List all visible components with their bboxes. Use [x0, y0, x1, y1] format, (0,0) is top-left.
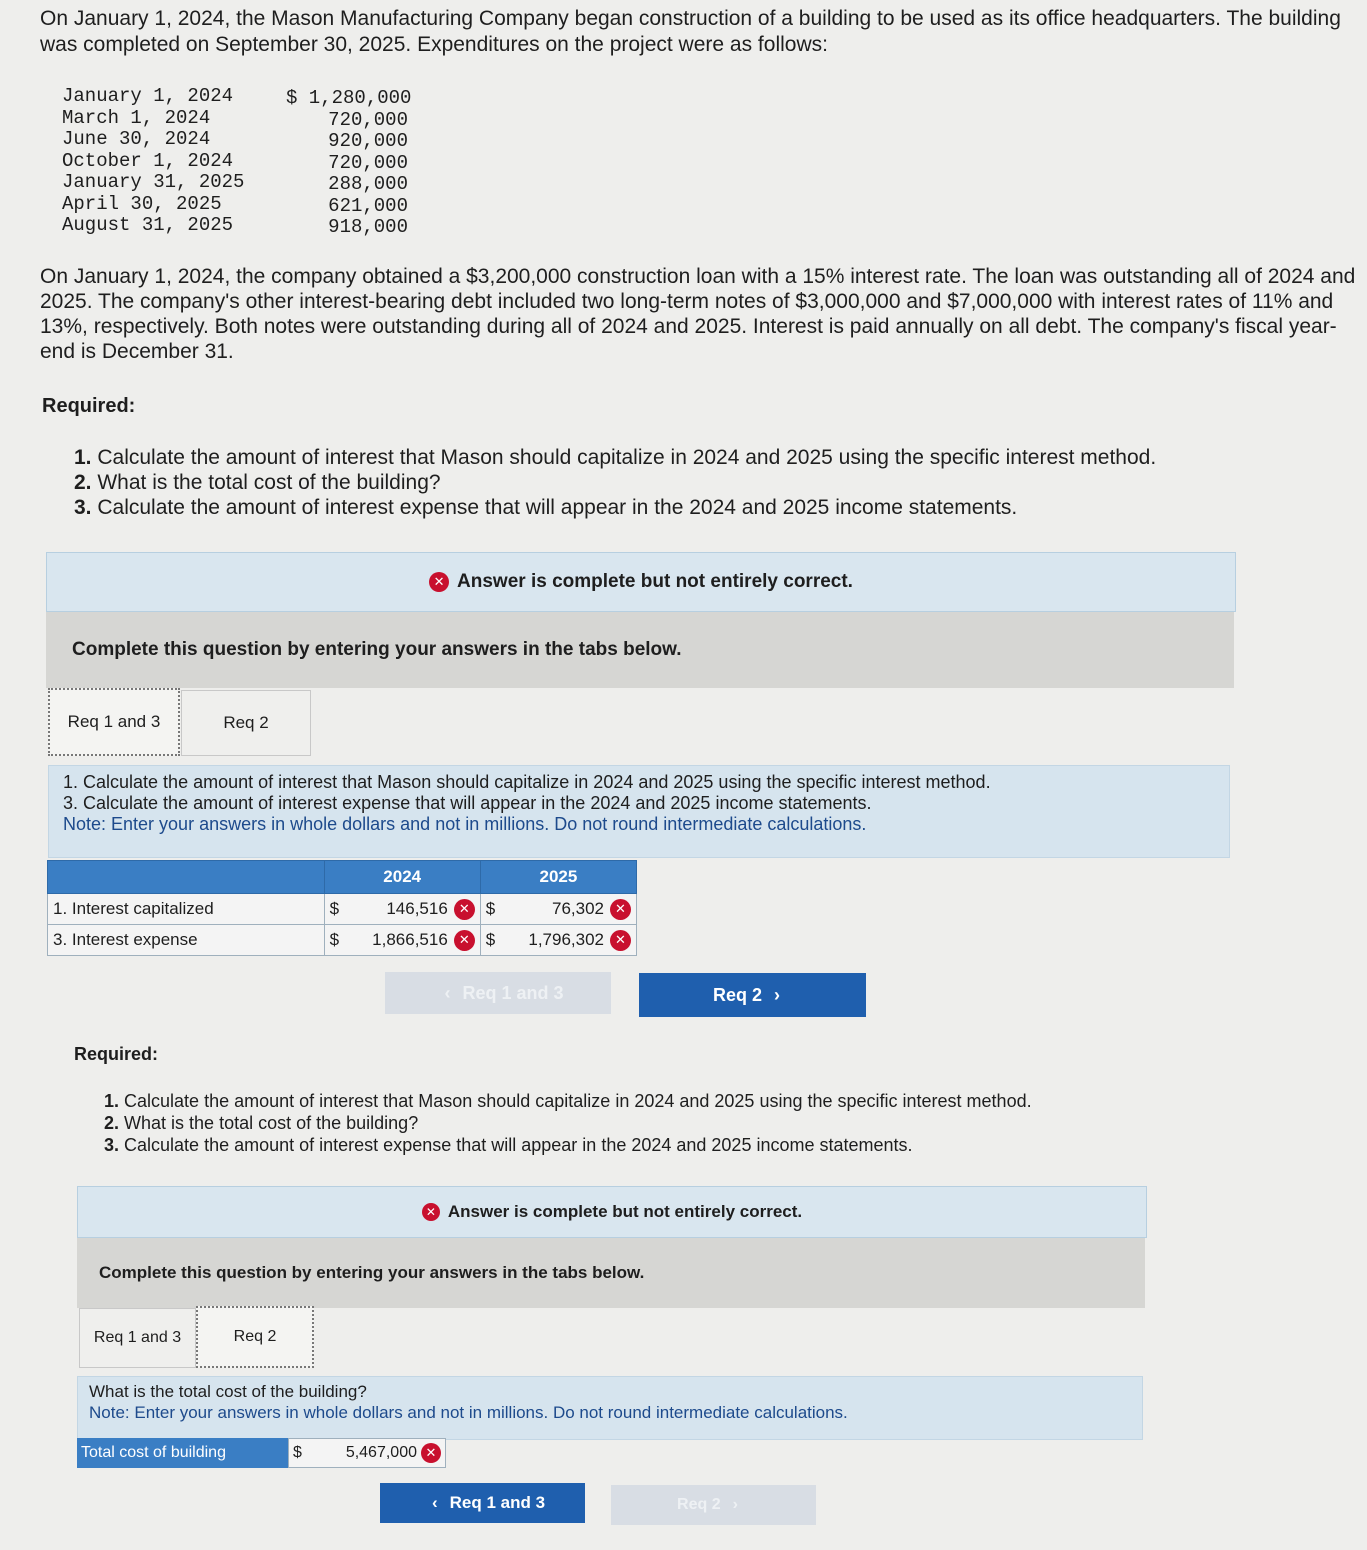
- currency-symbol: $: [485, 899, 496, 918]
- prev-req13-button[interactable]: ‹ Req 1 and 3: [380, 1483, 585, 1523]
- requirements-list: [74, 445, 1156, 520]
- instruction-line: 1. Calculate the amount of interest that Mason should capitalize in 2024 and 2025 using the specific interest method.: [63, 772, 991, 792]
- header-2024: 2024: [324, 861, 480, 894]
- instruction-line: 3. Calculate the amount of interest expense that will appear in the 2024 and 2025 income statements.: [63, 793, 872, 813]
- total-cost-label: Total cost of building: [77, 1438, 288, 1468]
- expenditure-amount: 720,000: [328, 108, 408, 131]
- instruction-note: Note: Enter your answers in whole dollars and not in millions. Do not round intermediate calculations.: [89, 1403, 848, 1422]
- answer-status-banner: [46, 552, 1236, 612]
- next-req2-button[interactable]: Req 2 ›: [611, 1485, 816, 1525]
- expenditure-amount: 621,000: [328, 194, 408, 217]
- currency-symbol: $: [485, 930, 496, 949]
- table-row: [48, 894, 637, 925]
- next-req2-button[interactable]: Req 2 ›: [639, 973, 866, 1017]
- expenditure-amount: 920,000: [328, 130, 408, 152]
- requirement-item: 3. Calculate the amount of interest expense that will appear in the 2024 and 2025 income statements.: [104, 1135, 913, 1155]
- total-cost-input[interactable]: [288, 1438, 446, 1468]
- error-x-icon: ✕: [454, 899, 475, 920]
- banner-text: Answer is complete but not entirely correct.: [447, 1202, 803, 1221]
- row-label: 1. Interest capitalized: [48, 894, 325, 925]
- expenditure-amounts: [286, 87, 412, 239]
- answer-value[interactable]: 76,302: [552, 899, 604, 918]
- header-blank: [48, 861, 325, 894]
- table-row: [48, 925, 637, 956]
- currency-symbol: $: [329, 899, 340, 918]
- expenditure-amount: 918,000: [328, 216, 408, 238]
- requirement-item: 1. Calculate the amount of interest that Mason should capitalize in 2024 and 2025 using the specific interest method.: [104, 1091, 1032, 1111]
- tab-req-1-and-3[interactable]: Req 1 and 3: [79, 1308, 196, 1368]
- input-cell-2024[interactable]: [324, 894, 480, 925]
- requirement-item: 2. What is the total cost of the building?: [104, 1113, 419, 1133]
- row-label: 3. Interest expense: [48, 925, 325, 956]
- tab-req-2[interactable]: Req 2: [196, 1306, 314, 1368]
- error-x-icon: ✕: [610, 899, 631, 920]
- expenditure-amount: 288,000: [328, 173, 408, 195]
- answer-table: [47, 860, 637, 956]
- banner-text: Answer is complete but not entirely correct.: [457, 571, 853, 592]
- error-x-icon: ✕: [454, 930, 475, 951]
- problem-intro: On January 1, 2024, the Mason Manufacturing Company began construction of a building to be used as its office headquarters. The building was completed on September 30, 2025. Expenditures on the project were as follows:: [40, 7, 1341, 56]
- currency-symbol: $: [293, 1444, 302, 1461]
- expenditure-date: January 31, 2025: [62, 171, 245, 193]
- instruction-note: Note: Enter your answers in whole dollars and not in millions. Do not round intermediate calculations.: [63, 814, 867, 834]
- expenditure-dates: [62, 86, 244, 237]
- tab-req-1-and-3[interactable]: Req 1 and 3: [48, 688, 180, 756]
- error-x-icon: ✕: [429, 572, 449, 592]
- error-x-icon: ✕: [421, 1443, 441, 1463]
- error-x-icon: ✕: [610, 930, 631, 951]
- req2-instructions: [77, 1376, 1143, 1440]
- required-heading: Required:: [42, 395, 136, 417]
- currency-symbol: $: [329, 930, 340, 949]
- answer-value[interactable]: 146,516: [386, 899, 448, 918]
- input-cell-2025[interactable]: [480, 925, 636, 956]
- answer-value[interactable]: 1,866,516: [372, 930, 448, 949]
- expenditure-amount: 720,000: [328, 151, 408, 174]
- error-x-icon: ✕: [422, 1203, 440, 1221]
- answer-value[interactable]: 5,467,000: [345, 1444, 417, 1461]
- instruction-line: What is the total cost of the building?: [89, 1382, 367, 1401]
- answer-value[interactable]: 1,796,302: [528, 930, 604, 949]
- chevron-right-icon: ›: [774, 984, 781, 1005]
- header-2025: 2025: [480, 861, 636, 894]
- input-cell-2024[interactable]: [324, 925, 480, 956]
- requirements-list: [104, 1090, 1032, 1156]
- req13-instructions: [48, 765, 1230, 858]
- requirement-item: 2. What is the total cost of the building?: [74, 471, 441, 494]
- instructions-box: Complete this question by entering your answers in the tabs below.: [46, 612, 1234, 688]
- requirement-item: 1. Calculate the amount of interest that Mason should capitalize in 2024 and 2025 using the specific interest method.: [74, 446, 1157, 469]
- prev-req13-button[interactable]: ‹ Req 1 and 3: [385, 972, 611, 1014]
- expenditure-date: April 30, 2025: [62, 192, 222, 215]
- chevron-right-icon: ›: [732, 1496, 738, 1513]
- expenditure-date: June 30, 2024: [62, 128, 211, 150]
- loan-paragraph: On January 1, 2024, the company obtained a $3,200,000 construction loan with a 15% interest rate. The loan was outstanding all of 2024 and 2025. The company's other interest-bearing debt included two long-term notes of $3,000,000 and $7,000,000 with interest rates of 11% and 13%, respectively. Both notes were outstanding during all of 2024 and 2025. Interest is paid annually on all debt. The company's fiscal year-end is December 31.: [40, 265, 1356, 363]
- answer-status-banner: [77, 1186, 1147, 1238]
- expenditure-date: August 31, 2025: [62, 214, 234, 236]
- input-cell-2025[interactable]: [480, 894, 636, 925]
- required-heading: Required:: [74, 1044, 159, 1064]
- expenditure-date: October 1, 2024: [62, 149, 234, 172]
- chevron-left-icon: ‹: [444, 982, 451, 1003]
- expenditure-date: March 1, 2024: [62, 106, 211, 129]
- chevron-left-icon: ‹: [431, 1493, 438, 1512]
- instructions-box: Complete this question by entering your answers in the tabs below.: [77, 1238, 1145, 1308]
- tab-req-2[interactable]: Req 2: [181, 690, 311, 756]
- expenditure-amount: $ 1,280,000: [286, 87, 412, 109]
- expenditure-date: January 1, 2024: [62, 85, 234, 107]
- table-header-row: [48, 861, 637, 894]
- requirement-item: 3. Calculate the amount of interest expense that will appear in the 2024 and 2025 income statements.: [74, 496, 1018, 519]
